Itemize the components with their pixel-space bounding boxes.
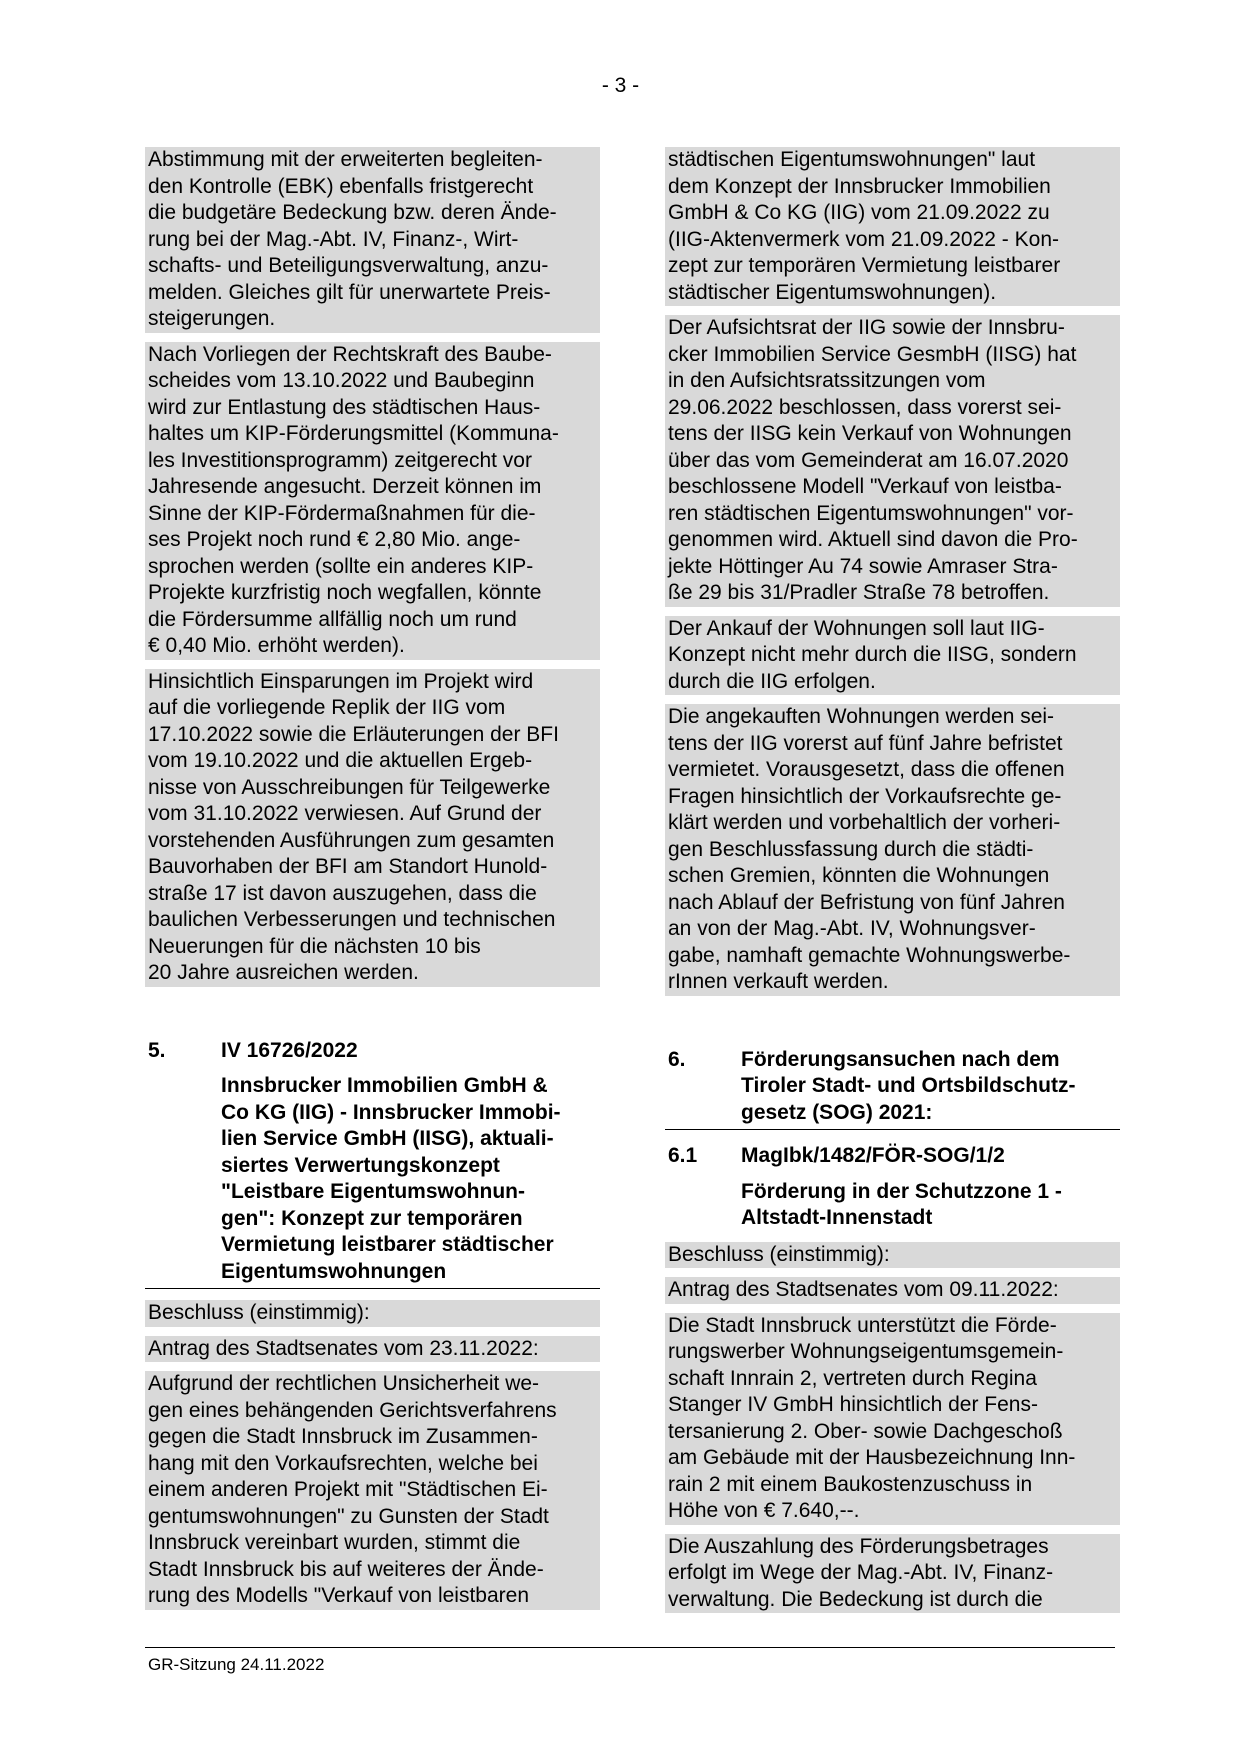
paragraph bbox=[665, 1242, 1120, 1269]
text-line: haltes um KIP-Förderungsmittel (Kommuna- bbox=[148, 422, 559, 445]
footer-rule bbox=[145, 1647, 1115, 1648]
text-line: vom 31.10.2022 verwiesen. Auf Grund der bbox=[148, 802, 542, 825]
section-6-1-heading bbox=[665, 1143, 1120, 1232]
paragraph-gap bbox=[145, 660, 600, 669]
text-line: vermietet. Vorausgesetzt, dass die offenen bbox=[668, 758, 1065, 781]
footer-text: GR-Sitzung 24.11.2022 bbox=[148, 1655, 325, 1674]
paragraph bbox=[665, 1534, 1120, 1614]
text-line: 29.06.2022 beschlossen, dass vorerst sei- bbox=[668, 395, 1062, 419]
text-line: Die Auszahlung des Förderungsbetrages bbox=[668, 1534, 1049, 1558]
heading-line: Vermietung leistbarer städtischer bbox=[221, 1233, 554, 1256]
text-line: jekte Höttinger Au 74 sowie Amraser Stra- bbox=[668, 554, 1058, 578]
text-line: gentumswohnungen" zu Gunsten der Stadt bbox=[148, 1504, 549, 1528]
text-line: Jahresende angesucht. Derzeit können im bbox=[148, 475, 542, 498]
text-line: 17.10.2022 sowie die Erläuterungen der BFI bbox=[148, 722, 559, 746]
text-line: les Investitionsprogramm) zeitgerecht vor bbox=[148, 448, 532, 472]
text-line: zept zur temporären Vermietung leistbarer bbox=[668, 254, 1061, 277]
heading-line: Tiroler Stadt- und Ortsbildschutz- bbox=[741, 1074, 1076, 1097]
text-line: Die Stadt Innsbruck unterstützt die Förde- bbox=[668, 1313, 1057, 1337]
text-line: genommen wird. Aktuell sind davon die Pro- bbox=[668, 528, 1078, 551]
paragraph bbox=[665, 1313, 1120, 1525]
paragraph bbox=[665, 704, 1120, 996]
text-line: Innsbruck vereinbart wurden, stimmt die bbox=[148, 1531, 521, 1554]
paragraph-gap bbox=[665, 1525, 1120, 1534]
text-line: melden. Gleiches gilt für unerwartete Preis- bbox=[148, 280, 551, 304]
text-line: vom 19.10.2022 und die aktuellen Ergeb- bbox=[148, 749, 533, 772]
text-line: Höhe von € 7.640,--. bbox=[668, 1499, 860, 1522]
text-line: am Gebäude mit der Hausbezeichnung Inn- bbox=[668, 1446, 1076, 1469]
paragraph bbox=[145, 669, 600, 987]
text-line: (IIG-Aktenvermerk vom 21.09.2022 - Kon- bbox=[668, 227, 1059, 251]
paragraph-gap bbox=[665, 607, 1120, 616]
text-line: verwaltung. Die Bedeckung ist durch die bbox=[668, 1587, 1043, 1611]
text-line: die budgetäre Bedeckung bzw. deren Ände- bbox=[148, 201, 557, 224]
paragraph bbox=[145, 1371, 600, 1610]
text-line: städtischer Eigentumswohnungen). bbox=[668, 280, 997, 304]
right-column bbox=[665, 147, 1120, 1613]
text-line: wird zur Entlastung des städtischen Haus- bbox=[148, 395, 541, 419]
page-number: - 3 - bbox=[601, 74, 640, 97]
text-line: gabe, namhaft gemachte Wohnungswerbe- bbox=[668, 943, 1071, 967]
text-line: scheides vom 13.10.2022 und Baubeginn bbox=[148, 369, 535, 392]
text-line: sprochen werden (sollte ein anderes KIP- bbox=[148, 554, 534, 578]
paragraph bbox=[145, 1300, 600, 1327]
text-line: Stanger IV GmbH hinsichtlich der Fens- bbox=[668, 1393, 1038, 1416]
text-line: Beschluss (einstimmig): bbox=[148, 1301, 370, 1324]
text-line: Aufgrund der rechtlichen Unsicherheit we- bbox=[148, 1372, 540, 1395]
right-intro-text bbox=[665, 147, 1120, 996]
text-line: tens der IISG kein Verkauf von Wohnungen bbox=[668, 422, 1072, 445]
text-line: Hinsichtlich Einsparungen im Projekt wird bbox=[148, 669, 534, 693]
text-line: cker Immobilien Service GesmbH (IISG) hat bbox=[668, 342, 1077, 366]
text-line: Fragen hinsichtlich der Vorkaufsrechte ge- bbox=[668, 784, 1062, 808]
paragraph-gap bbox=[665, 1304, 1120, 1313]
paragraph-gap bbox=[145, 1362, 600, 1371]
text-line: rain 2 mit einem Baukostenzuschuss in bbox=[668, 1472, 1033, 1496]
text-line: auf die vorliegende Replik der IIG vom bbox=[148, 696, 506, 719]
heading-line: lien Service GmbH (IISG), aktuali- bbox=[221, 1127, 554, 1150]
text-line: nach Ablauf der Befristung von fünf Jahren bbox=[668, 890, 1065, 914]
text-line: klärt werden und vorbehaltlich der vorheri- bbox=[668, 811, 1061, 834]
heading-line: gen": Konzept zur temporären bbox=[221, 1206, 523, 1230]
text-line: die Fördersumme allfällig noch um rund bbox=[148, 607, 517, 631]
text-line: baulichen Verbesserungen und technischen bbox=[148, 908, 556, 931]
text-line: steigerungen. bbox=[148, 307, 276, 330]
text-line: Nach Vorliegen der Rechtskraft des Baube- bbox=[148, 342, 552, 366]
text-line: rung des Modells "Verkauf von leistbaren bbox=[148, 1584, 530, 1607]
section-5-number: 5. bbox=[148, 1038, 166, 1062]
paragraph bbox=[665, 147, 1120, 306]
text-line: rungswerber Wohnungseigentumsgemein- bbox=[668, 1340, 1064, 1363]
text-line: Antrag des Stadtsenates vom 09.11.2022: bbox=[668, 1278, 1059, 1301]
text-line: vorstehenden Ausführungen zum gesamten bbox=[148, 828, 555, 852]
section-5-title bbox=[221, 1073, 600, 1285]
text-line: erfolgt im Wege der Mag.-Abt. IV, Finanz- bbox=[668, 1561, 1054, 1584]
heading-line: Co KG (IIG) - Innsbrucker Immobi- bbox=[221, 1100, 561, 1124]
text-line: städtischen Eigentumswohnungen" laut bbox=[668, 148, 1036, 171]
section-6-1-title bbox=[741, 1179, 1120, 1232]
section-5-text bbox=[145, 1300, 600, 1610]
text-line: den Kontrolle (EBK) ebenfalls fristgerecht bbox=[148, 174, 534, 198]
text-line: 20 Jahre ausreichen werden. bbox=[148, 961, 419, 984]
text-line: Sinne der KIP-Fördermaßnahmen für die- bbox=[148, 501, 536, 525]
text-line: in den Aufsichtsratssitzungen vom bbox=[668, 369, 986, 392]
text-line: Neuerungen für die nächsten 10 bis bbox=[148, 934, 481, 958]
text-line: schaft Innrain 2, vertreten durch Regina bbox=[668, 1366, 1037, 1390]
left-column bbox=[145, 147, 600, 1610]
text-line: € 0,40 Mio. erhöht werden). bbox=[148, 634, 405, 657]
paragraph bbox=[665, 616, 1120, 696]
section-6-1-number: 6.1 bbox=[668, 1144, 698, 1167]
text-line: beschlossene Modell "Verkauf von leistba- bbox=[668, 475, 1062, 498]
paragraph bbox=[145, 1336, 600, 1363]
text-line: gen Beschlussfassung durch die städti- bbox=[668, 837, 1034, 861]
text-line: gen eines behängenden Gerichtsverfahrens bbox=[148, 1398, 557, 1422]
text-line: Bauvorhaben der BFI am Standort Hunold- bbox=[148, 855, 548, 878]
paragraph-gap bbox=[145, 1327, 600, 1336]
text-line: Konzept nicht mehr durch die IISG, sondern bbox=[668, 643, 1077, 666]
heading-line: Förderungsansuchen nach dem bbox=[741, 1047, 1060, 1071]
heading-line: gesetz (SOG) 2021: bbox=[741, 1100, 933, 1124]
text-line: Abstimmung mit der erweiterten begleiten- bbox=[148, 148, 543, 171]
text-line: über das vom Gemeinderat am 16.07.2020 bbox=[668, 448, 1069, 472]
text-line: GmbH & Co KG (IIG) vom 21.09.2022 zu bbox=[668, 201, 1050, 224]
text-line: durch die IIG erfolgen. bbox=[668, 669, 876, 693]
text-line: ße 29 bis 31/Pradler Straße 78 betroffen. bbox=[668, 581, 1050, 604]
text-line: tens der IIG vorerst auf fünf Jahre befristet bbox=[668, 731, 1063, 755]
paragraph-gap bbox=[665, 695, 1120, 704]
section-5-heading bbox=[145, 1038, 600, 1286]
text-line: Stadt Innsbruck bis auf weiteres der Ände- bbox=[148, 1557, 544, 1581]
text-line: rung bei der Mag.-Abt. IV, Finanz-, Wirt- bbox=[148, 227, 519, 251]
text-line: hang mit den Vorkaufsrechten, welche bei bbox=[148, 1451, 538, 1475]
section-6-title bbox=[741, 1047, 1120, 1127]
text-line: Projekte kurzfristig noch wegfallen, könnte bbox=[148, 581, 542, 604]
text-line: Die angekauften Wohnungen werden sei- bbox=[668, 705, 1055, 728]
text-line: schafts- und Beteiligungsverwaltung, anzu- bbox=[148, 254, 549, 277]
text-line: ses Projekt noch rund € 2,80 Mio. ange- bbox=[148, 528, 521, 551]
text-line: tersanierung 2. Ober- sowie Dachgeschoß bbox=[668, 1419, 1063, 1443]
heading-line: Eigentumswohnungen bbox=[221, 1259, 447, 1283]
heading-line: "Leistbare Eigentumswohnun- bbox=[221, 1180, 525, 1203]
heading-line: siertes Verwertungskonzept bbox=[221, 1153, 500, 1177]
paragraph-gap bbox=[665, 306, 1120, 315]
text-line: Der Aufsichtsrat der IIG sowie der Innsbru- bbox=[668, 316, 1065, 339]
text-line: Antrag des Stadtsenates vom 23.11.2022: bbox=[148, 1336, 539, 1360]
text-line: nisse von Ausschreibungen für Teilgewerke bbox=[148, 775, 551, 799]
left-intro-text bbox=[145, 147, 600, 987]
paragraph-gap bbox=[145, 333, 600, 342]
text-line: ren städtischen Eigentumswohnungen" vor- bbox=[668, 501, 1074, 525]
text-line: Der Ankauf der Wohnungen soll laut IIG- bbox=[668, 616, 1045, 640]
text-line: Beschluss (einstimmig): bbox=[668, 1242, 890, 1266]
text-line: dem Konzept der Innsbrucker Immobilien bbox=[668, 174, 1051, 198]
text-line: einem anderen Projekt mit "Städtischen Ei- bbox=[148, 1478, 548, 1501]
text-line: rInnen verkauft werden. bbox=[668, 970, 889, 993]
section-6-heading bbox=[665, 1047, 1120, 1127]
section-6-1-text bbox=[665, 1242, 1120, 1614]
section-5-ref: IV 16726/2022 bbox=[221, 1038, 358, 1062]
paragraph-gap bbox=[665, 1268, 1120, 1277]
text-line: an von der Mag.-Abt. IV, Wohnungsver- bbox=[668, 917, 1036, 940]
text-line: schen Gremien, könnten die Wohnungen bbox=[668, 864, 1050, 887]
section-6-number: 6. bbox=[668, 1047, 686, 1071]
paragraph bbox=[145, 147, 600, 333]
text-line: straße 17 ist davon auszugehen, dass die bbox=[148, 881, 537, 905]
paragraph bbox=[145, 342, 600, 660]
text-line: gegen die Stadt Innsbruck im Zusammen- bbox=[148, 1425, 538, 1448]
heading-line: Altstadt-Innenstadt bbox=[741, 1206, 933, 1229]
paragraph bbox=[665, 1277, 1120, 1304]
paragraph bbox=[665, 315, 1120, 607]
heading-line: Förderung in der Schutzzone 1 - bbox=[741, 1179, 1062, 1203]
heading-line: Innsbrucker Immobilien GmbH & bbox=[221, 1074, 548, 1097]
section-6-1-ref: MagIbk/1482/FÖR-SOG/1/2 bbox=[741, 1144, 1005, 1167]
